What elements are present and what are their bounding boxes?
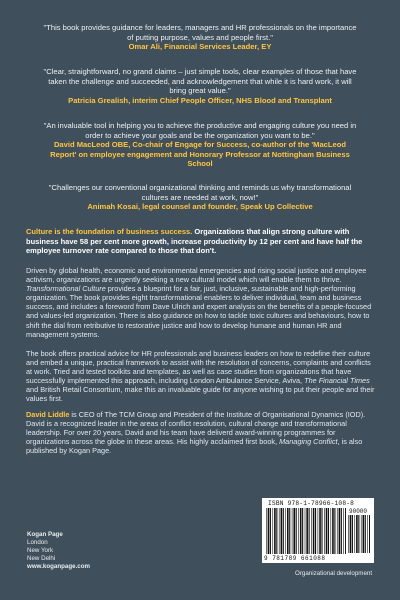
bio-after: , is also published by Kogan Page. — [26, 437, 363, 456]
quote-text: "This book provides guidance for leaders, managers and HR professionals on the importance of putting purpose, values and people first." — [43, 23, 357, 42]
publisher-name: Kogan Page — [27, 531, 63, 538]
barcode-bar — [305, 508, 306, 554]
para3-before: The book offers practical advice for HR professionals and business leaders on how to redefine their culture and embed a unique, practical framework to assist with the resolution of concerns, complaints and conflicts at work. Tried and tested toolkits and templates, as well as case studies from organizations that have successfully implemented this approach, including London Ambulance Service, Aviva, — [26, 349, 371, 386]
barcode-bar — [348, 515, 349, 553]
barcode-bar — [332, 508, 334, 554]
barcode-bar — [270, 508, 271, 554]
quote-text: "Clear, straightforward, no grand claims – just simple tools, clear examples of those that have taken the challenge and succeeded, and acknowledgement that while it is hard work, it will bring great value." — [43, 67, 357, 96]
publisher-city: New York — [27, 547, 54, 554]
para3-italic: The Financial Times — [304, 376, 370, 386]
barcode-bar — [318, 508, 319, 554]
bio-before: is CEO of The TCM Group and President of the Institute of Organisational Dynamics (IOD). David is a recognized leader in the areas of conflict resolution, cultural change and transformational leadership. For over 20 years, David and his team have deliverd award-winning programmes for organizations across the globe in these areas. His highly acclaimed first book, — [26, 410, 366, 447]
intro-lead: Culture is the foundation of business success. — [26, 227, 193, 236]
barcode-bar — [285, 508, 286, 554]
barcode-bar — [321, 508, 322, 554]
barcode-bar — [302, 508, 303, 554]
quote-attribution: Animah Kosai, legal counsel and founder, Speak Up Collective — [87, 202, 313, 212]
barcode-bar — [365, 515, 366, 553]
barcode-bar — [326, 508, 328, 554]
barcode-bar — [287, 508, 289, 554]
addon-barcode-bars — [348, 515, 370, 553]
barcode-bar — [369, 515, 370, 553]
barcode-bar — [306, 508, 308, 554]
barcode-bar — [272, 508, 273, 554]
barcode-bar — [352, 515, 353, 553]
barcode-bar — [354, 515, 355, 553]
barcode-bar — [334, 508, 335, 554]
barcode — [262, 498, 374, 563]
quote-text: "An invaluable tool in helping you to achieve the productive and engaging culture you need in order to achieve your goals and be the organization you want to be." — [43, 121, 357, 140]
endorsement-quote — [40, 121, 360, 169]
quote-attribution: Omar Ali, Financial Services Leader, EY — [128, 42, 272, 52]
para2-before: Driven by global health, economic and environmental emergencies and rising social justice and employee activism, organizations are urgently seeking a new cultural model which will enable them to thrive. — [26, 266, 367, 285]
author-name: David Liddle — [26, 410, 70, 419]
barcode-bar — [331, 508, 332, 554]
quote-attribution: Patricia Grealish, interim Chief People Officer, NHS Blood and Transplant — [68, 95, 332, 105]
barcode-bar — [361, 515, 362, 553]
barcode-bar — [350, 515, 352, 553]
ean-barcode-bars — [266, 508, 346, 554]
publisher-url: www.koganpage.com — [27, 563, 91, 570]
para2-after: provides a blueprint for a fair, just, inclusive, sustainable and high-performing organization. The book provides eight transformational enablers to deliver individual, team and business success, and includes a foreword from Dave Ulrich and expert analysis on the benefits of a people-focused and values-led organization. There is also guidance on how to tackle toxic cultures and behaviours, how to shift the dial from retributive to restorative justice and how to develop humane and human HR and management systems. — [26, 284, 372, 339]
barcode-bar — [293, 508, 295, 554]
barcode-bar — [296, 508, 297, 554]
endorsement-quote — [40, 67, 360, 105]
description-paragraph — [26, 266, 378, 339]
barcode-bar — [268, 508, 270, 554]
barcode-bar — [315, 508, 316, 554]
publisher-block — [27, 531, 90, 571]
barcode-bar — [356, 515, 358, 553]
author-bio — [26, 410, 378, 455]
barcode-bar — [281, 508, 283, 554]
barcode-bar — [309, 508, 310, 554]
barcode-bar — [328, 508, 329, 554]
publisher-city: London — [27, 539, 48, 546]
barcode-bar — [319, 508, 321, 554]
endorsement-quote — [40, 23, 360, 52]
barcode-bar — [298, 508, 299, 554]
barcode-bar — [313, 508, 315, 554]
endorsement-quote — [40, 183, 360, 212]
category-label: Organizational development — [295, 570, 373, 577]
para3-after: and British Retail Consortium, make this an invaluable guide for anyone wishing to put their people and their values first. — [26, 385, 375, 404]
intro-rest: Organizations that align strong culture with business have 58 per cent more growth, increase productivity by 12 per cent and have half the employee turnover rate compared to those that don't. — [26, 227, 363, 256]
publisher-city: New Delhi — [27, 555, 56, 562]
barcode-bar — [292, 508, 293, 554]
quote-text: "Challenges our conventional organizational thinking and reminds us why transformational cultures are needed at work, now!" — [48, 183, 352, 202]
practical-advice-paragraph — [26, 349, 378, 404]
isbn-label: ISBN 978-1-78966-108-8 — [268, 500, 355, 507]
barcode-bar — [343, 508, 344, 554]
addon-number: 90000 — [349, 508, 368, 515]
barcode-bar — [341, 508, 342, 554]
barcode-bar — [266, 508, 267, 554]
barcode-bar — [274, 508, 276, 554]
barcode-bar — [279, 508, 280, 554]
barcode-bar — [276, 508, 277, 554]
bio-italic: Managing Conflict — [279, 437, 338, 447]
barcode-bar — [300, 508, 302, 554]
barcode-bar — [337, 508, 338, 554]
barcode-bar — [345, 508, 346, 554]
barcode-bar — [339, 508, 341, 554]
barcode-bar — [358, 515, 359, 553]
book-title: Transformational Culture — [26, 284, 106, 294]
barcode-bar — [324, 508, 325, 554]
barcode-bar — [283, 508, 284, 554]
quote-attribution: David MacLeod OBE, Co-chair of Engage for Success, co-author of the 'MacLeod Report' on employee engagement and Honorary Professor at Nottingham Business School — [50, 140, 350, 169]
barcode-bar — [289, 508, 290, 554]
barcode-bar — [367, 515, 368, 553]
barcode-bar — [311, 508, 312, 554]
intro-statement — [26, 227, 376, 256]
barcode-bar — [363, 515, 365, 553]
ean-number: 9 781789 661088 — [264, 555, 326, 562]
